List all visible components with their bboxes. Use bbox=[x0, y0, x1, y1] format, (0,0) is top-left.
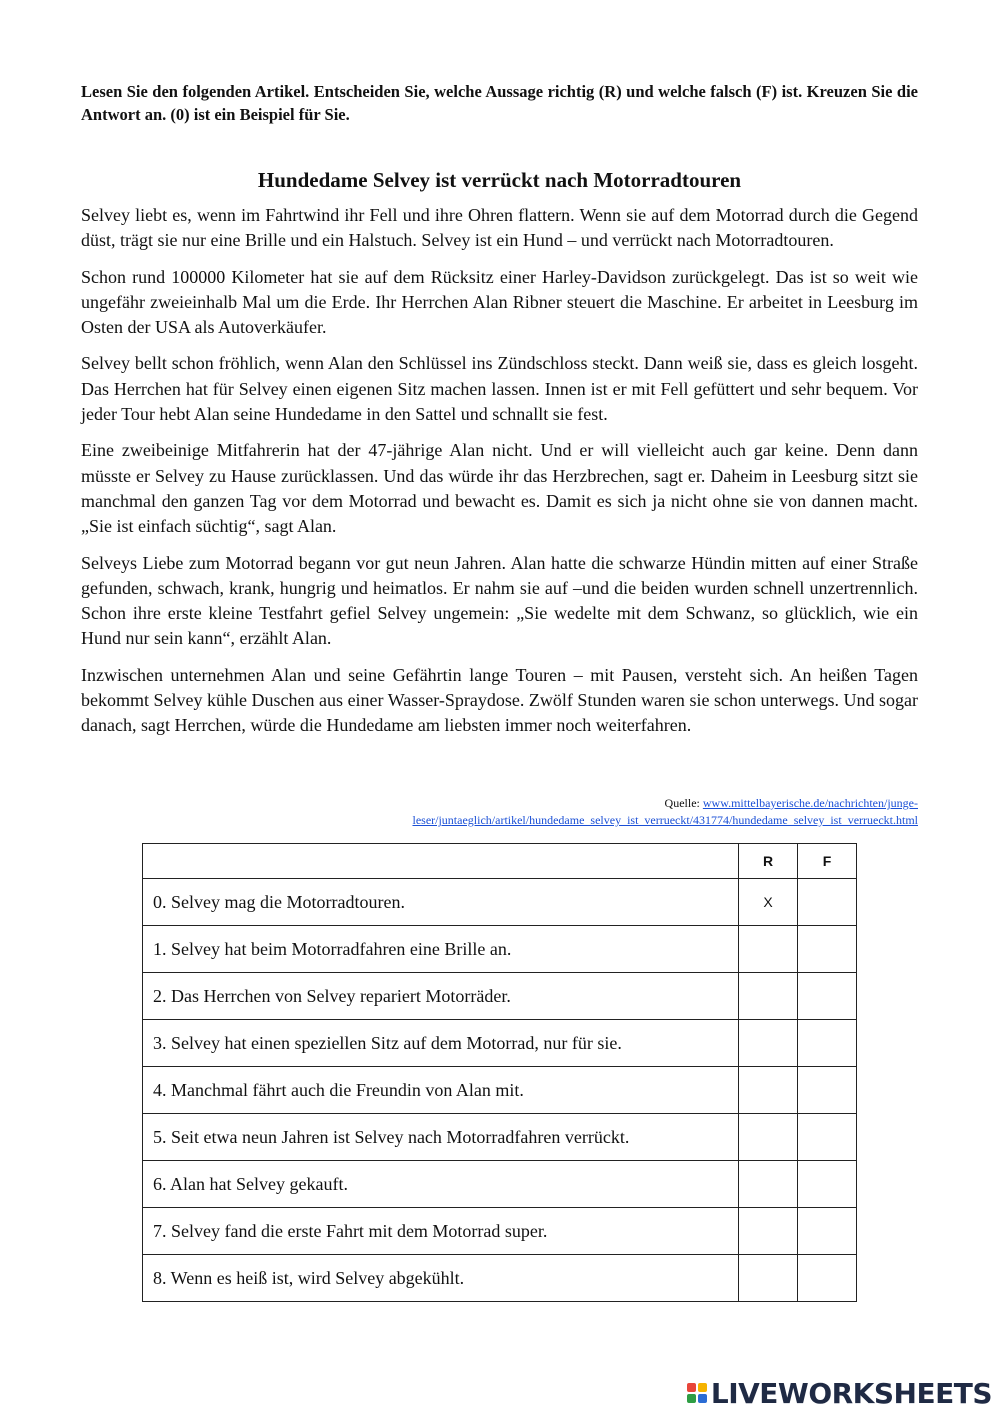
table-row bbox=[143, 879, 857, 926]
answer-f-checkbox[interactable] bbox=[798, 1208, 857, 1255]
answer-f-checkbox[interactable] bbox=[798, 926, 857, 973]
article-paragraph: Selveys Liebe zum Motorrad begann vor gut neun Jahren. Alan hatte die schwarze Hündin mitten auf einer Straße gefunden, schwach, krank, hungrig und heimatlos. Er nahm sie auf –und die beiden wurden schnell unzertrennlich. Schon ihre erste kleine Testfahrt gefiel Selvey ungemein: „Sie wedelte mit dem Schwanz, so glücklich, wie ein Hund nur sein kann“, erzählt Alan. bbox=[81, 552, 918, 649]
source-link-part2[interactable]: leser/juntaeglich/artikel/hundedame_selvey_ist_verrueckt/431774/hundedame_selvey_ist_verrueckt.html bbox=[412, 813, 918, 827]
statement-text: 1. Selvey hat beim Motorradfahren eine Brille an. bbox=[143, 926, 739, 973]
answer-f-checkbox[interactable] bbox=[798, 879, 857, 926]
statement-text: 3. Selvey hat einen speziellen Sitz auf dem Motorrad, nur für sie. bbox=[143, 1020, 739, 1067]
article-paragraph: Selvey bellt schon fröhlich, wenn Alan den Schlüssel ins Zündschloss steckt. Dann weiß sie, dass es gleich losgeht. Das Herrchen hat für Selvey einen eigenen Sitz machen lassen. Innen ist er mit Fell gefüttert und sehr bequem. Vor jeder Tour hebt Alan seine Hundedame in den Sattel und schnallt sie fest. bbox=[81, 353, 918, 425]
header-falsch: F bbox=[798, 844, 857, 879]
header-richtig: R bbox=[739, 844, 798, 879]
table-row bbox=[143, 1161, 857, 1208]
logo-square-green bbox=[687, 1394, 696, 1403]
statement-text: 6. Alan hat Selvey gekauft. bbox=[143, 1161, 739, 1208]
answer-r-checkbox[interactable] bbox=[739, 1161, 798, 1208]
task-instructions: Lesen Sie den folgenden Artikel. Entscheiden Sie, welche Aussage richtig (R) und welche falsch (F) ist. Kreuzen Sie die Antwort an. (0) ist ein Beispiel für Sie. bbox=[81, 82, 918, 124]
table-row bbox=[143, 1255, 857, 1302]
source-citation bbox=[318, 795, 918, 829]
table-row bbox=[143, 973, 857, 1020]
article-title: Hundedame Selvey ist verrückt nach Motorradtouren bbox=[257, 168, 742, 192]
answer-f-checkbox[interactable] bbox=[798, 1161, 857, 1208]
answer-r-checkbox[interactable] bbox=[739, 1255, 798, 1302]
article-paragraph: Eine zweibeinige Mitfahrerin hat der 47-jährige Alan nicht. Und er will vielleicht auch gar keine. Denn dann müsste er Selvey zu Hause zurücklassen. Und das würde ihr das Herzbrechen, sagt er. Daheim in Leesburg sitzt sie manchmal den ganzen Tag vor dem Motorrad und bewacht es. Damit es sich ja nicht ohne sie von dannen macht. „Sie ist einfach süchtig“, sagt Alan. bbox=[81, 440, 918, 537]
article-paragraph: Selvey liebt es, wenn im Fahrtwind ihr Fell und ihre Ohren flattern. Wenn sie auf dem Motorrad durch die Gegend düst, trägt sie nur eine Brille und ein Halstuch. Selvey ist ein Hund – und verrückt nach Motorradtouren. bbox=[81, 205, 918, 251]
table-row bbox=[143, 1020, 857, 1067]
answer-f-checkbox[interactable] bbox=[798, 1067, 857, 1114]
logo-square-red bbox=[687, 1383, 696, 1392]
statement-text: 0. Selvey mag die Motorradtouren. bbox=[143, 879, 739, 926]
table-row bbox=[143, 1208, 857, 1255]
logo-square-blue bbox=[698, 1394, 707, 1403]
answer-r-checkbox[interactable] bbox=[739, 1114, 798, 1161]
article-paragraph: Inzwischen unternehmen Alan und seine Gefährtin lange Touren – mit Pausen, versteht sich. An heißen Tagen bekommt Selvey kühle Duschen aus einer Wasser-Spraydose. Zwölf Stunden waren sie schon unterwegs. Und sogar danach, sagt Herrchen, würde die Hundedame am liebsten immer noch weiterfahren. bbox=[81, 664, 918, 736]
answer-r-checkbox[interactable]: X bbox=[739, 879, 798, 926]
header-statement-cell bbox=[143, 844, 739, 879]
answer-f-checkbox[interactable] bbox=[798, 1255, 857, 1302]
answer-f-checkbox[interactable] bbox=[798, 1020, 857, 1067]
statement-text: 8. Wenn es heiß ist, wird Selvey abgekühlt. bbox=[143, 1255, 739, 1302]
table-row bbox=[143, 1114, 857, 1161]
answer-f-checkbox[interactable] bbox=[798, 973, 857, 1020]
liveworksheets-logo-icon bbox=[687, 1383, 707, 1403]
liveworksheets-brand bbox=[687, 1378, 992, 1408]
answer-table bbox=[142, 843, 857, 1302]
answer-r-checkbox[interactable] bbox=[739, 1208, 798, 1255]
brand-name: LIVEWORKSHEETS bbox=[710, 1376, 992, 1410]
table-row bbox=[143, 926, 857, 973]
article-paragraph: Schon rund 100000 Kilometer hat sie auf dem Rücksitz einer Harley-Davidson zurückgelegt. Das ist so weit wie ungefähr zweieinhalb Mal um die Erde. Ihr Herrchen Alan Ribner steuert die Maschine. Er arbeitet in Leesburg im Osten der USA als Autoverkäufer. bbox=[81, 266, 918, 338]
answer-r-checkbox[interactable] bbox=[739, 1067, 798, 1114]
table-row bbox=[143, 1067, 857, 1114]
answer-r-checkbox[interactable] bbox=[739, 926, 798, 973]
statement-text: 5. Seit etwa neun Jahren ist Selvey nach Motorradfahren verrückt. bbox=[143, 1114, 739, 1161]
source-link-part1[interactable]: www.mittelbayerische.de/nachrichten/junge- bbox=[702, 796, 918, 810]
statement-text: 7. Selvey fand die erste Fahrt mit dem Motorrad super. bbox=[143, 1208, 739, 1255]
answer-r-checkbox[interactable] bbox=[739, 973, 798, 1020]
statement-text: 4. Manchmal fährt auch die Freundin von Alan mit. bbox=[143, 1067, 739, 1114]
answer-f-checkbox[interactable] bbox=[798, 1114, 857, 1161]
source-label: Quelle: bbox=[664, 796, 703, 810]
logo-square-yellow bbox=[698, 1383, 707, 1392]
answer-r-checkbox[interactable] bbox=[739, 1020, 798, 1067]
statement-text: 2. Das Herrchen von Selvey repariert Motorräder. bbox=[143, 973, 739, 1020]
table-header-row bbox=[143, 844, 857, 879]
article-body bbox=[81, 203, 918, 750]
